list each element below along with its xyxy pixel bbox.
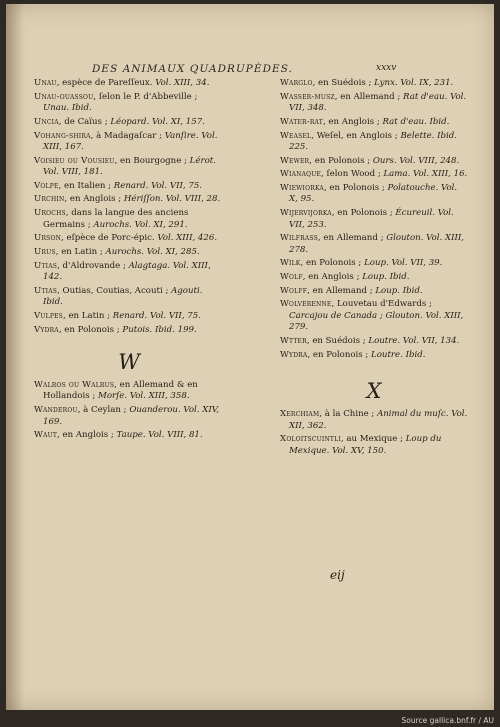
entry-reference: Loup. Vol. VII, 39.: [364, 258, 443, 269]
page-number: xxxv: [376, 63, 397, 73]
entry-headword: Wolff: [280, 285, 308, 296]
entry-headword: Wanderou: [34, 405, 78, 416]
index-entry: [34, 156, 224, 179]
entry-gloss: , en Suédois ;: [306, 335, 369, 346]
entry-headword: Utias: [34, 260, 58, 271]
page-gutter-shadow: [6, 4, 24, 710]
index-entry: [34, 380, 224, 403]
entry-reference: Écureuil. Vol. VII, 253.: [289, 208, 454, 230]
index-entry: [34, 286, 224, 309]
entry-gloss: , en Anglois ;: [322, 116, 383, 127]
entry-reference: Loup. Ibid.: [375, 285, 423, 296]
entry-gloss: , ſelon Wood ;: [321, 169, 384, 180]
index-entry: [34, 181, 224, 192]
index-entry: [280, 434, 468, 457]
entry-gloss: , en Bourgogne ;: [114, 155, 190, 166]
entry-gloss: , en Anglois ;: [57, 430, 117, 441]
entry-headword: Vulpes: [34, 310, 63, 321]
entry-reference: Morſe. Vol. XIII, 358.: [98, 391, 190, 402]
entry-headword: Unau-ouassou: [34, 91, 94, 102]
index-entry: [280, 78, 468, 89]
index-entry: [280, 92, 468, 115]
entry-headword: Urochs: [34, 208, 66, 219]
entry-reference: Loup du Mexique. Vol. XV, 150.: [289, 434, 442, 456]
entry-reference: Loup. Ibid.: [362, 272, 410, 283]
entry-gloss: , en Polonois ;: [307, 349, 372, 360]
entry-gloss: , Outias, Coutias, Acouti ;: [57, 285, 172, 296]
entry-reference: Lérot. Vol. VIII, 181.: [43, 155, 216, 178]
index-entry: [34, 261, 224, 284]
entry-headword: Unau: [34, 78, 57, 88]
entry-headword: Wolverenne: [280, 299, 332, 310]
index-entry: [280, 233, 468, 256]
entry-reference: Loutre. Ibid.: [371, 349, 426, 360]
index-entry: [34, 117, 224, 128]
entry-headword: Walros ou Walrus: [34, 379, 115, 390]
entry-headword: Wijervijorka: [280, 208, 332, 219]
entry-reference: Belette. Ibid. 225.: [289, 130, 458, 152]
entry-gloss: , Louvetau d'Edwards ;: [331, 299, 432, 310]
entry-gloss: , en Suédois ;: [312, 78, 375, 88]
entry-headword: Wianaque: [280, 169, 322, 180]
entry-reference: Aurochs. Vol. XI, 291.: [93, 219, 188, 230]
entry-gloss: , d'Aldrovande ;: [57, 260, 129, 271]
running-title: DES ANIMAUX QUADRUPÈDES.: [92, 63, 293, 75]
entry-headword: Wtter: [280, 335, 307, 346]
entry-headword: Urson: [34, 233, 62, 244]
entry-reference: Renard. Vol. VII, 75.: [112, 310, 201, 321]
entry-gloss: , en Allemand & en Hollandois ;: [43, 379, 198, 402]
section-letter-w: W: [118, 349, 140, 374]
index-entry: [280, 336, 468, 347]
index-entry: [34, 194, 224, 205]
entry-gloss: , en Allemand ;: [307, 285, 376, 296]
entry-gloss: , à la Chine ;: [319, 409, 378, 420]
entry-headword: Vydra: [34, 324, 59, 335]
entry-headword: Wiewiorka: [280, 183, 324, 194]
entry-reference: Putois. Ibid. 199.: [122, 324, 197, 335]
entry-headword: Volpe: [34, 180, 59, 191]
entry-headword: Uncia: [34, 116, 59, 127]
entry-gloss: , en Anglois ;: [302, 272, 363, 283]
entry-gloss: , en Polonois ;: [58, 324, 123, 335]
entry-gloss: , en Allemand ;: [334, 91, 404, 102]
index-entry: [34, 311, 224, 322]
entry-headword: Wilk: [280, 258, 301, 269]
entry-gloss: , au Mexique ;: [340, 434, 406, 445]
source-credit: Source gallica.bnf.fr / AU: [401, 716, 494, 725]
entry-headword: Urus: [34, 246, 56, 257]
index-entry: [280, 258, 468, 269]
entry-reference: Vanſire. Vol. XIII, 167.: [43, 130, 218, 152]
index-entry: [34, 430, 224, 441]
entry-reference: Lama. Vol. XIII, 16.: [383, 169, 468, 180]
index-entry: [280, 208, 468, 231]
x-entries-list: [280, 409, 468, 457]
entry-gloss: , à Madagaſcar ;: [90, 130, 165, 141]
entry-reference: Lynx. Vol. IX, 231.: [374, 78, 454, 88]
entry-gloss: , en Polonois ;: [331, 208, 396, 219]
index-entry: [280, 131, 468, 154]
entry-headword: Wilfrass: [280, 233, 318, 244]
entry-reference: Unau. Ibid.: [43, 103, 92, 114]
signature-mark: eij: [330, 568, 345, 582]
index-entry: [280, 286, 468, 297]
index-entry: [34, 131, 224, 154]
entry-reference: Aurochs. Vol. XI, 285.: [105, 246, 200, 257]
index-entry: [280, 169, 468, 180]
entry-gloss: , en Polonois ;: [323, 183, 388, 194]
entry-headword: Wasser-musz: [280, 91, 335, 102]
entry-reference: Léopard. Vol. XI, 157.: [110, 116, 205, 127]
entry-reference: Polatouche. Vol. X, 95.: [289, 183, 458, 205]
entry-headword: Xoloitscuintli: [280, 434, 341, 445]
entry-gloss: , en Latin ;: [55, 246, 106, 257]
index-entry: [280, 156, 468, 167]
index-entry: [34, 233, 224, 244]
entry-headword: Water-rat: [280, 116, 323, 127]
entry-gloss: , en Polonois ;: [300, 258, 365, 269]
entry-headword: Warglo: [280, 78, 313, 88]
entry-gloss: , en Allemand ;: [317, 233, 387, 244]
entry-reference: Vol. XIII, 426.: [157, 233, 218, 244]
index-entry: [34, 405, 224, 428]
right-entries-list: [280, 78, 468, 361]
entry-gloss: , en Latin ;: [62, 310, 113, 321]
entry-headword: Weasel: [280, 130, 312, 141]
entry-reference: Agouti. Ibid.: [43, 285, 203, 308]
entry-headword: Wewer: [280, 155, 310, 166]
entry-reference: Loutre. Vol. VII, 134.: [368, 335, 460, 346]
entry-reference: Ouanderou. Vol. XIV, 169.: [43, 405, 220, 427]
index-entry: [34, 325, 224, 336]
entry-headword: Utias: [34, 285, 58, 296]
entry-headword: Waut: [34, 430, 58, 441]
entry-headword: Wydra: [280, 349, 308, 360]
entry-gloss: , eſpèce de Porc-épic.: [61, 233, 158, 244]
index-entry: [34, 78, 224, 89]
entry-headword: Wolf: [280, 272, 303, 283]
entry-reference: Glouton. Vol. XIII, 278.: [289, 233, 464, 255]
index-entry: [34, 208, 224, 231]
entry-reference: Alagtaga. Vol. XIII, 142.: [43, 260, 211, 283]
entry-reference: Carcajou de Canada ; Glouton. Vol. XIII, 279.: [289, 310, 464, 333]
entry-reference: Rat d'eau. Vol. VII, 348.: [289, 91, 467, 114]
entry-headword: Urchin: [34, 194, 65, 205]
entry-reference: Hériſſon. Vol. VIII, 28.: [123, 194, 221, 205]
entry-headword: Xerchiam: [280, 409, 320, 420]
entry-reference: Rat d'eau. Ibid.: [382, 116, 450, 127]
index-entry: [280, 409, 468, 432]
entry-reference: Animal du muſc. Vol. XII, 362.: [289, 409, 468, 431]
entry-gloss: , Weſel, en Anglois ;: [311, 130, 401, 141]
entry-gloss: , espèce de Pareſſeux.: [56, 78, 156, 88]
entry-headword: Vohang-shira: [34, 130, 91, 141]
index-entry: [34, 92, 224, 115]
left-column: [34, 78, 224, 444]
entry-gloss: , en Anglois ;: [64, 194, 124, 205]
index-entry: [280, 350, 468, 361]
entry-reference: Vol. XIII, 34.: [155, 78, 210, 88]
index-entry: [280, 117, 468, 128]
entry-reference: Ours. Vol. VIII, 248.: [372, 155, 460, 166]
index-entry: [34, 247, 224, 258]
entry-gloss: , dans la langue des anciens Germains ;: [43, 208, 189, 230]
entry-headword: Voisieu ou Vousieu: [34, 155, 115, 166]
entry-gloss: , en Polonois ;: [309, 155, 373, 166]
index-entry: [280, 299, 468, 333]
index-entry: [280, 183, 468, 206]
entry-gloss: , en Italien ;: [58, 180, 114, 191]
entry-gloss: , de Caïus ;: [58, 116, 111, 127]
left-entries-list: [34, 78, 224, 336]
entry-gloss: , à Ceylan ;: [77, 405, 130, 416]
right-column: [280, 78, 468, 459]
entry-reference: Renard. Vol. VII, 75.: [113, 180, 203, 191]
entry-reference: Taupe. Vol. VIII, 81.: [116, 430, 203, 441]
section-letter-x: X: [366, 379, 382, 404]
entry-gloss: , ſelon le P. d'Abbeville ;: [93, 91, 198, 102]
w-entries-list: [34, 380, 224, 442]
index-entry: [280, 272, 468, 283]
